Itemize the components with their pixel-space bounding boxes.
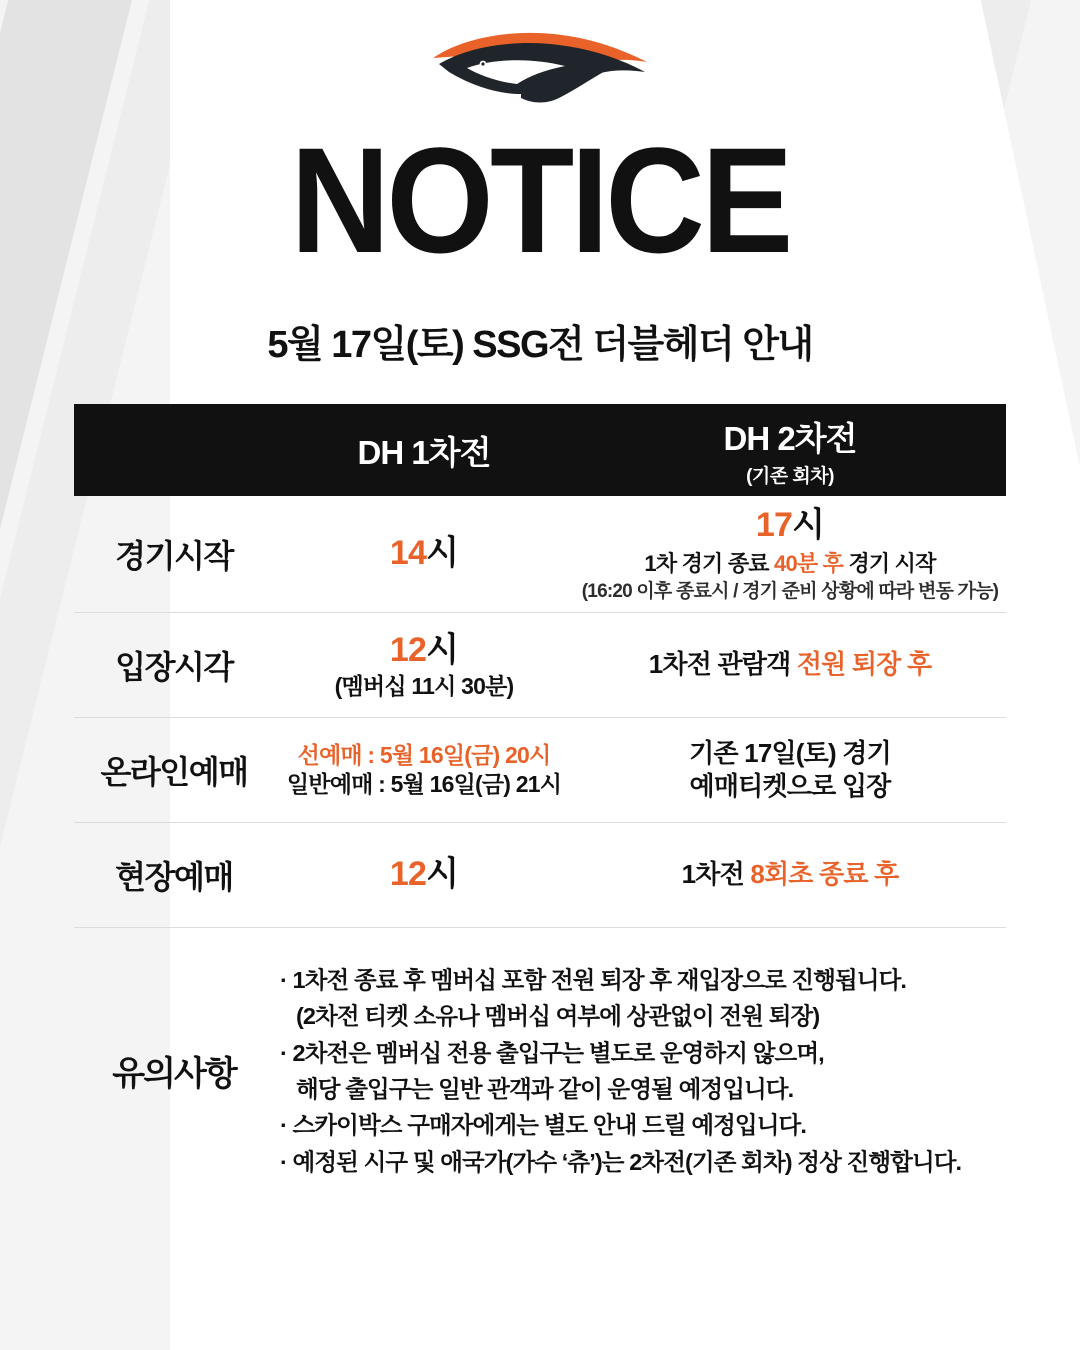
entry-g1-unit: 시 (426, 630, 459, 669)
note-item-subtext: 해당 출입구는 일반 관객과 같이 운영될 예정입니다. (296, 1075, 794, 1102)
schedule-table (74, 404, 1006, 1196)
note-item (280, 962, 1006, 1035)
row-label-online-booking: 온라인예매 (100, 753, 248, 790)
row-label-entry-time: 입장시각 (115, 648, 233, 685)
row-label-onsite-booking: 현장예매 (115, 858, 233, 895)
cell-game1-onsite-booking (274, 853, 574, 897)
cell-game2-onsite-booking (574, 858, 1006, 891)
cell-game1-entry-time (274, 629, 574, 702)
header-cell-game2 (574, 413, 1006, 488)
table-row (74, 718, 1006, 823)
start-time-g2-note-post: 경기 시작 (843, 550, 936, 576)
onsite-g1-unit: 시 (426, 855, 459, 894)
onsite-g2-accent: 8회초 종료 후 (750, 859, 899, 890)
note-item-text: · 예정된 시구 및 애국가(가수 ‘츄’)는 2차전(기존 회차) 정상 진행합니다. (280, 1148, 962, 1175)
header-cell-game2-sub: (기존 회차) (746, 465, 834, 487)
table-row (74, 823, 1006, 928)
team-logo (0, 28, 1080, 115)
page-subtitle: 5월 17일(토) SSG전 더블헤더 안내 (267, 324, 813, 366)
note-item-text: · 스카이박스 구매자에게는 별도 안내 드릴 예정입니다. (280, 1112, 806, 1139)
onsite-g1-value: 12 (389, 855, 427, 894)
start-time-g1-unit: 시 (426, 534, 459, 573)
online-g1-general: 일반예매 : 5월 16일(금) 21시 (286, 770, 562, 797)
cell-game1-online-booking (274, 741, 574, 800)
start-time-g2-note-pre: 1차 경기 종료 (644, 550, 775, 576)
start-time-g1-value: 14 (389, 534, 427, 573)
notes-label: 유의사항 (112, 1055, 236, 1094)
cell-game1-start-time (274, 532, 574, 576)
start-time-g2-subnote: (16:20 이후 종료시 / 경기 준비 상황에 따라 변동 가능) (581, 580, 999, 602)
note-item (280, 1107, 1006, 1143)
note-item (280, 1144, 1006, 1180)
start-time-g2-unit: 시 (792, 506, 825, 544)
note-item-subtext: (2차전 티켓 소유나 멤버십 여부에 상관없이 전원 퇴장) (296, 1003, 820, 1030)
note-item-text: · 1차전 종료 후 멤버십 포함 전원 퇴장 후 재입장으로 진행됩니다. (280, 966, 907, 993)
table-row (74, 496, 1006, 613)
entry-g1-note: (멤버십 11시 30분) (334, 673, 514, 700)
online-g1-presale: 선예매 : 5월 16일(금) 20시 (297, 741, 551, 768)
notes-section (74, 928, 1006, 1196)
note-item (280, 1035, 1006, 1108)
eagle-logo-icon (425, 28, 655, 110)
row-label-start-time: 경기시작 (115, 537, 233, 574)
entry-g2-accent: 전원 퇴장 후 (796, 649, 932, 680)
header-cell-game1: DH 1차전 (357, 433, 491, 471)
start-time-g2-note-accent: 40분 후 (774, 550, 844, 576)
entry-g2-pre: 1차전 관람객 (648, 649, 797, 680)
page-title: NOTICE (290, 116, 790, 284)
note-item-text: · 2차전은 멤버십 전용 출입구는 별도로 운영하지 않으며, (280, 1039, 824, 1066)
table-row (74, 613, 1006, 718)
entry-g1-value: 12 (389, 630, 427, 669)
cell-game2-online-booking (574, 737, 1006, 804)
notes-body (274, 962, 1006, 1181)
onsite-g2-pre: 1차전 (681, 859, 751, 890)
cell-game2-entry-time (574, 648, 1006, 681)
table-header-row (74, 404, 1006, 496)
start-time-g2-note (574, 550, 1006, 578)
start-time-g2-value: 17 (755, 506, 793, 544)
header-cell-game2-main: DH 2차전 (723, 419, 857, 457)
online-g2-line2: 예매티켓으로 입장 (689, 770, 891, 801)
online-g2-line1: 기존 17일(토) 경기 (689, 737, 891, 768)
cell-game2-start-time (574, 504, 1006, 604)
